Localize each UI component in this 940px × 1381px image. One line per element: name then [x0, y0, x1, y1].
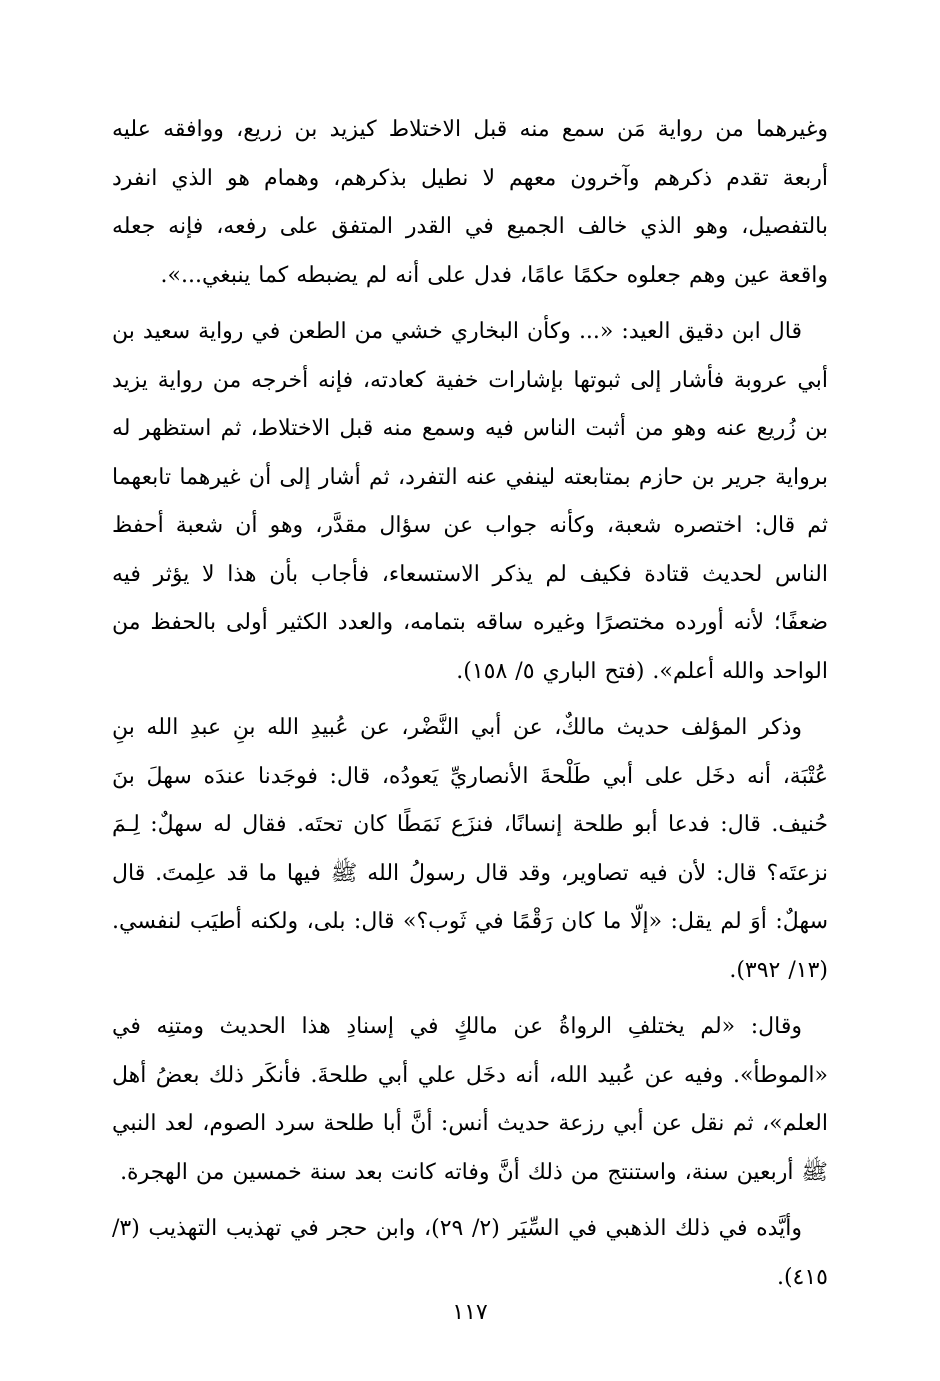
paragraph-1: وغيرهما من رواية مَن سمع منه قبل الاختلاط كيزيد بن زريع، ووافقه عليه أربعة تقدم ذكرهم وآخرون معهم لا نطيل بذكرهم، وهمام هو الذي انفرد بالتفصيل، وهو الذي خالف الجميع في القدر المتفق على رفعه، فإنه جعله واقعة عين وهم جعلوه حكمًا عامًا، فدل على أنه لم يضبطه كما ينبغي...».: [112, 117, 828, 288]
paragraph-4: وقال: «لم يختلفِ الرواةُ عن مالكٍ في إسنادِ هذا الحديث ومتنِه في «الموطأ». وفيه عن عُبيد الله، أنه دخَل علي أبي طلحةَ. فأنكَر ذلك بعضُ أهل العلم»، ثم نقل عن أبي رزعة حديث أنس: أنَّ أبا طلحة سرد الصوم، لعد النبي ﷺ أربعين سنة، واستنتج من ذلك أنَّ وفاته كانت بعد سنة خمسين من الهجرة.: [112, 1014, 828, 1185]
body-text: [112, 106, 828, 1310]
paragraph-3: وذكر المؤلف حديث مالكٌ، عن أبي النَّضْر، عن عُبيدِ الله بنِ عبدِ الله بنِ عُتْبَة، أنه دخَل على أبي طَلْحةَ الأنصاريِّ يَعودُه، قال: فوجَدنا عندَه سهلَ بنَ حُنيف. قال: فدعا أبو طلحة إنسانًا، فنزَع نَمَطًا كان تحتَه. فقال له سهلٌ: لِـمَ نزعتَه؟ قال: لأن فيه تصاوير، وقد قال رسولُ الله ﷺ فيها ما قد علِمتَ. قال سهلٌ: أوَ لم يقل: «إلّا ما كان رَقْمًا في ثَوب؟» قال: بلى، ولكنه أطيَب لنفسي. (١٣/ ٣٩٢).: [112, 715, 829, 983]
page-number: ١١٧: [452, 1300, 488, 1325]
paragraph-2: قال ابن دقيق العيد: «... وكأن البخاري خشي من الطعن في رواية سعيد بن أبي عروبة فأشار إلى ثبوتها بإشارات خفية كعادته، فإنه أخرجه من رواية يزيد بن زُريع عنه وهو من أثبت الناس فيه وسمع منه قبل الاختلاط، ثم استظهر له برواية جرير بن حازم بمتابعته لينفي عنه التفرد، ثم أشار إلى أن غيرهما تابعهما ثم قال: اختصره شعبة، وكأنه جواب عن سؤال مقدَّر، وهو أن شعبة أحفظ الناس لحديث قتادة فكيف لم يذكر الاستسعاء، فأجاب بأن هذا لا يؤثر فيه ضعفًا؛ لأنه أورده مختصرًا وغيره ساقه بتمامه، والعدد الكثير أولى بالحفظ من الواحد والله أعلم». (فتح الباري ٥/ ١٥٨).: [112, 319, 828, 684]
paragraph-5: وأيَّده في ذلك الذهبي في السِّيَر (٢/ ٢٩)، وابن حجر في تهذيب التهذيب (٣/ ٤١٥).: [112, 1216, 828, 1290]
